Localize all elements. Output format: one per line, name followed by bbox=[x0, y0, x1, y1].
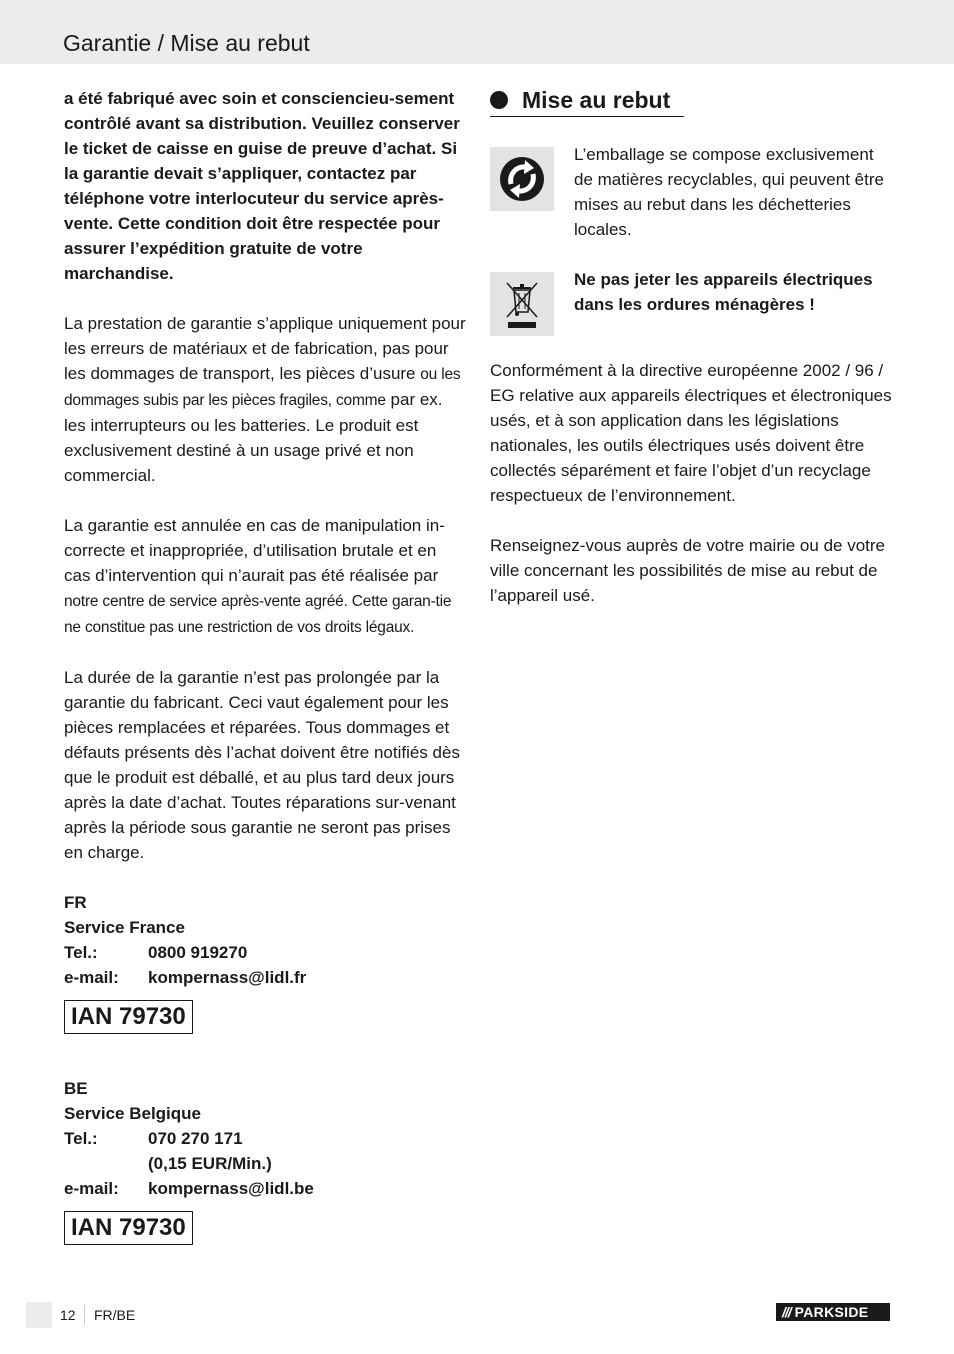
contact-phone-row bbox=[64, 1126, 466, 1151]
crossed-out-bin-icon bbox=[490, 272, 554, 336]
contact-phone-row bbox=[64, 940, 466, 965]
brand-logo-mark: /// bbox=[782, 1304, 791, 1320]
weee-warning: Ne pas jeter les appareils électriques dans les ordures ménagères ! bbox=[574, 270, 873, 314]
section-heading bbox=[490, 86, 684, 117]
language-code: FR/BE bbox=[94, 1307, 136, 1323]
left-column bbox=[64, 86, 466, 1245]
contact-service-name: Service France bbox=[64, 918, 185, 937]
contact-phone-label: Tel.: bbox=[64, 943, 98, 962]
contact-country: BE bbox=[64, 1079, 88, 1098]
weee-row bbox=[490, 267, 892, 336]
packaging-row bbox=[490, 142, 892, 242]
warranty-scope-paragraph bbox=[64, 311, 466, 488]
contact-service-name: Service Belgique bbox=[64, 1104, 202, 1123]
footer-marker bbox=[26, 1302, 52, 1328]
packaging-text: L’emballage se compose exclusivement de matières recyclables, qui peuvent être mises au rebut dans les déchetteries locales. bbox=[574, 145, 884, 239]
warranty-scope-text-b: ou les dommages subis par les pièces fragiles, comme bbox=[64, 366, 461, 409]
warranty-intro: a été fabriqué avec soin et consciencieu-sement contrôlé avant sa distribution. Veuillez conserver le ticket de caisse en guise de preuve d’achat. Si la garantie devait s’appliquer, contactez par téléphone votre interlocuteur du service après-vente. Cette condition doit être respectée pour assurer l’expédition gratuite de votre marchandise. bbox=[64, 89, 460, 283]
page-title: Garantie / Mise au rebut bbox=[63, 30, 310, 56]
contact-belgium bbox=[64, 1076, 466, 1201]
contact-phone: 0800 919270 bbox=[148, 943, 248, 962]
contact-email-row bbox=[64, 965, 466, 990]
contact-phone-note-row bbox=[64, 1151, 466, 1176]
contact-email-label: e-mail: bbox=[64, 1179, 119, 1198]
brand-logo bbox=[776, 1303, 890, 1321]
contact-email: kompernass@lidl.be bbox=[148, 1179, 314, 1198]
warranty-void-paragraph bbox=[64, 513, 466, 640]
section-heading-text: Mise au rebut bbox=[522, 87, 671, 113]
warranty-duration-paragraph: La durée de la garantie n’est pas prolongée par la garantie du fabricant. Ceci vaut également pour les pièces remplacées et réparées. Tous dommages et défauts présents dès l’achat doivent être notifiés dès que le produit est déballé, et au plus tard deux jours après la date d’achat. Toutes réparations sur-venant après la période sous garantie ne seront pas prises en charge. bbox=[64, 668, 460, 862]
bullet-icon bbox=[490, 91, 508, 109]
recycling-arrows-icon bbox=[490, 147, 554, 211]
right-column bbox=[490, 86, 892, 608]
ian-number-box: IAN 79730 bbox=[64, 1211, 193, 1245]
page-number: 12 bbox=[60, 1307, 76, 1323]
footer-divider bbox=[84, 1305, 85, 1325]
contact-country: FR bbox=[64, 893, 87, 912]
contact-email-row bbox=[64, 1176, 466, 1201]
warranty-scope-text-a: La prestation de garantie s’applique uniquement pour les erreurs de matériaux et de fabrication, pas pour les dommages de transport, les pièces d’usure bbox=[64, 314, 466, 383]
disposal-info-paragraph: Renseignez-vous auprès de votre mairie ou de votre ville concernant les possibilités de mise au rebut de l’appareil usé. bbox=[490, 536, 885, 605]
contact-phone-note: (0,15 EUR/Min.) bbox=[148, 1154, 272, 1173]
contact-phone-label: Tel.: bbox=[64, 1129, 98, 1148]
warranty-void-text-a: La garantie est annulée en cas de manipulation in-correcte et inappropriée, d’utilisation brutale et en cas d’intervention qui n’aurait pas été réalisée par bbox=[64, 516, 445, 585]
warranty-void-text-b: notre centre de service après-vente agréé. Cette garan-tie ne constitue pas une restriction de vos droits légaux. bbox=[64, 593, 452, 636]
contact-email: kompernass@lidl.fr bbox=[148, 968, 307, 987]
warranty-scope-text-c: par ex. les interrupteurs ou les batteries. Le produit est exclusivement destiné à un usage privé et non commercial. bbox=[64, 390, 443, 485]
contact-email-label: e-mail: bbox=[64, 968, 119, 987]
ian-number-box: IAN 79730 bbox=[64, 1000, 193, 1034]
contact-phone: 070 270 171 bbox=[148, 1129, 243, 1148]
brand-logo-text: PARKSIDE bbox=[794, 1304, 869, 1320]
contact-france bbox=[64, 890, 466, 990]
directive-paragraph: Conformément à la directive européenne 2002 / 96 / EG relative aux appareils électriques et électroniques usés, et à son application dans les législations nationales, les outils électriques usés doivent être collectés séparément et faire l’objet d’un recyclage respectueux de l’environnement. bbox=[490, 361, 892, 505]
